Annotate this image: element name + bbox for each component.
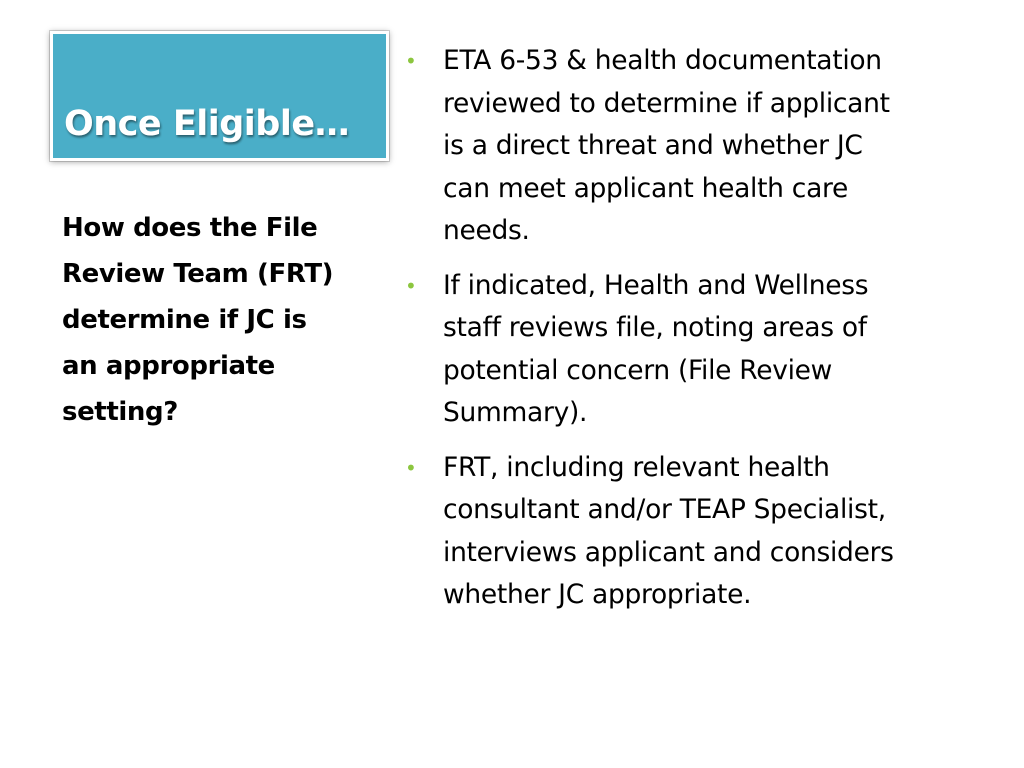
question-line: determine if JC is (62, 305, 307, 335)
bullet-line: Summary). (443, 397, 588, 428)
bullet-item (405, 265, 965, 435)
bullet-line: reviewed to determine if applicant (443, 87, 890, 119)
title-box (50, 31, 389, 161)
bullet-line: FRT, including relevant health (443, 451, 830, 483)
bullet-line: ETA 6-53 & health documentation (443, 45, 882, 76)
bullet-item (405, 40, 965, 253)
bullet-line: can meet applicant health care (443, 172, 849, 204)
bullet-line: consultant and/or TEAP Specialist, (443, 494, 886, 525)
bullet-line: If indicated, Health and Wellness (443, 269, 869, 301)
slide-title: Once Eligible… (64, 104, 350, 144)
bullet-dot-icon: • (405, 49, 417, 73)
question-line: Review Team (FRT) (62, 259, 334, 289)
bullet-line: staff reviews file, noting areas of (443, 312, 867, 343)
bullet-dot-icon: • (405, 273, 417, 298)
bullet-line: potential concern (File Review (443, 354, 833, 386)
bullet-line: needs. (443, 215, 530, 246)
bullet-list (405, 40, 965, 629)
bullet-line: whether JC appropriate. (443, 579, 752, 610)
bullet-line: is a direct threat and whether JC (443, 130, 863, 161)
question-line: setting? (62, 397, 178, 427)
question-line: How does the File (62, 213, 318, 243)
bullet-dot-icon: • (405, 455, 417, 480)
question-line: an appropriate (62, 351, 275, 381)
question-text (62, 205, 382, 435)
bullet-line: interviews applicant and considers (443, 536, 894, 568)
bullet-item (405, 447, 965, 617)
